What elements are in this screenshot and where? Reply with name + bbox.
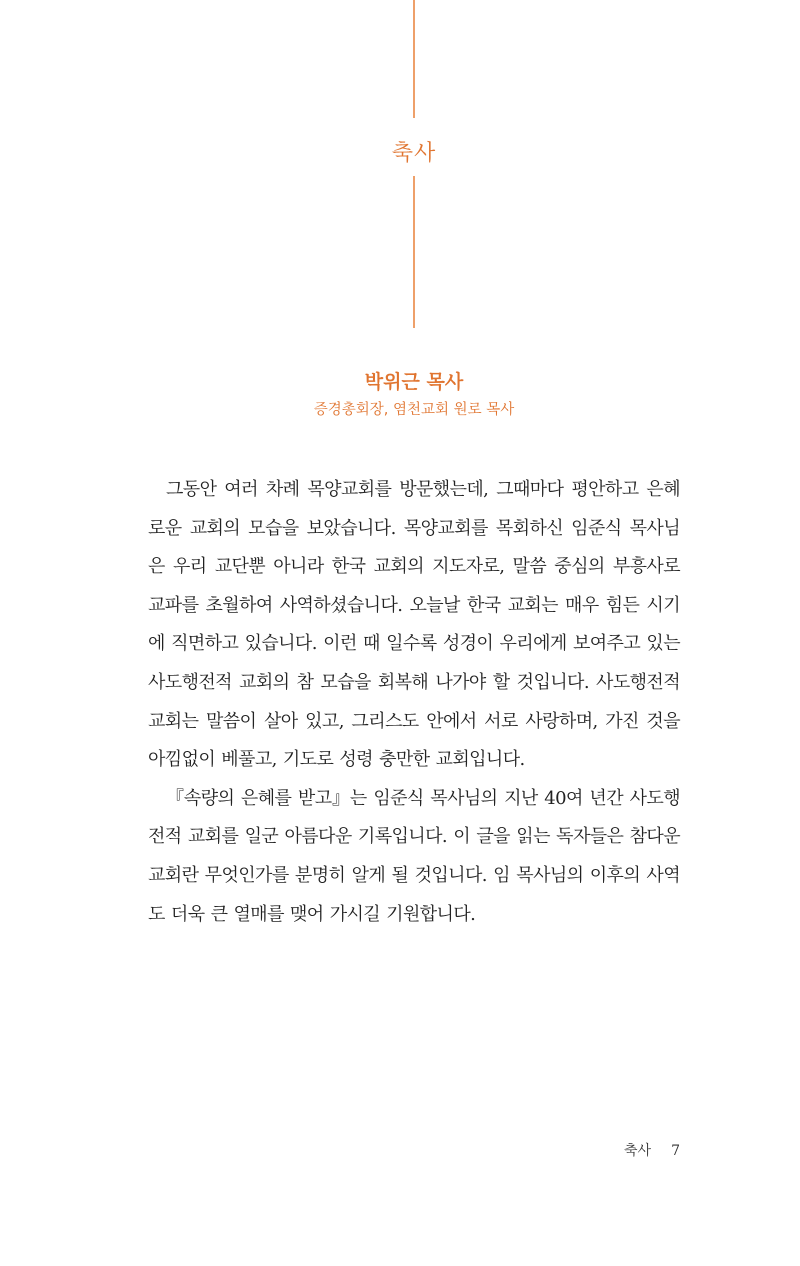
top-divider-line [413, 0, 415, 118]
paragraph-2: 『속량의 은혜를 받고』는 임준식 목사님의 지난 40여 년간 사도행전적 교회를 일군 아름다운 기록입니다. 이 글을 읽는 독자들은 참다운 교회란 무엇인가를 분명히 알게 될 것입니다. 임 목사님의 이후의 사역도 더욱 큰 열매를 맺어 가시길 기원합니다. [148, 787, 680, 925]
footer-section-label: 축사 [624, 1143, 652, 1159]
section-title: 축사 [391, 141, 437, 166]
author-name: 박위근 목사 [364, 371, 464, 393]
bottom-divider-line [413, 176, 415, 328]
author-role: 증경총회장, 염천교회 원로 목사 [313, 402, 515, 418]
body-text [148, 471, 680, 934]
page-number: 7 [671, 1143, 680, 1159]
page-footer [624, 1140, 680, 1160]
paragraph-1: 그동안 여러 차례 목양교회를 방문했는데, 그때마다 평안하고 은혜로운 교회의 모습을 보았습니다. 목양교회를 목회하신 임준식 목사님은 우리 교단뿐 아니라 한국 교회의 지도자로, 말씀 중심의 부흥사로 교파를 초월하여 사역하셨습니다. 오늘날 한국 교회는 매우 힘든 시기에 직면하고 있습니다. 이런 때 일수록 성경이 우리에게 보여주고 있는 사도행전적 교회의 참 모습을 회복해 나가야 할 것입니다. 사도행전적 교회는 말씀이 살아 있고, 그리스도 안에서 서로 사랑하며, 가진 것을 아낌없이 베풀고, 기도로 성령 충만한 교회입니다. [148, 479, 680, 771]
